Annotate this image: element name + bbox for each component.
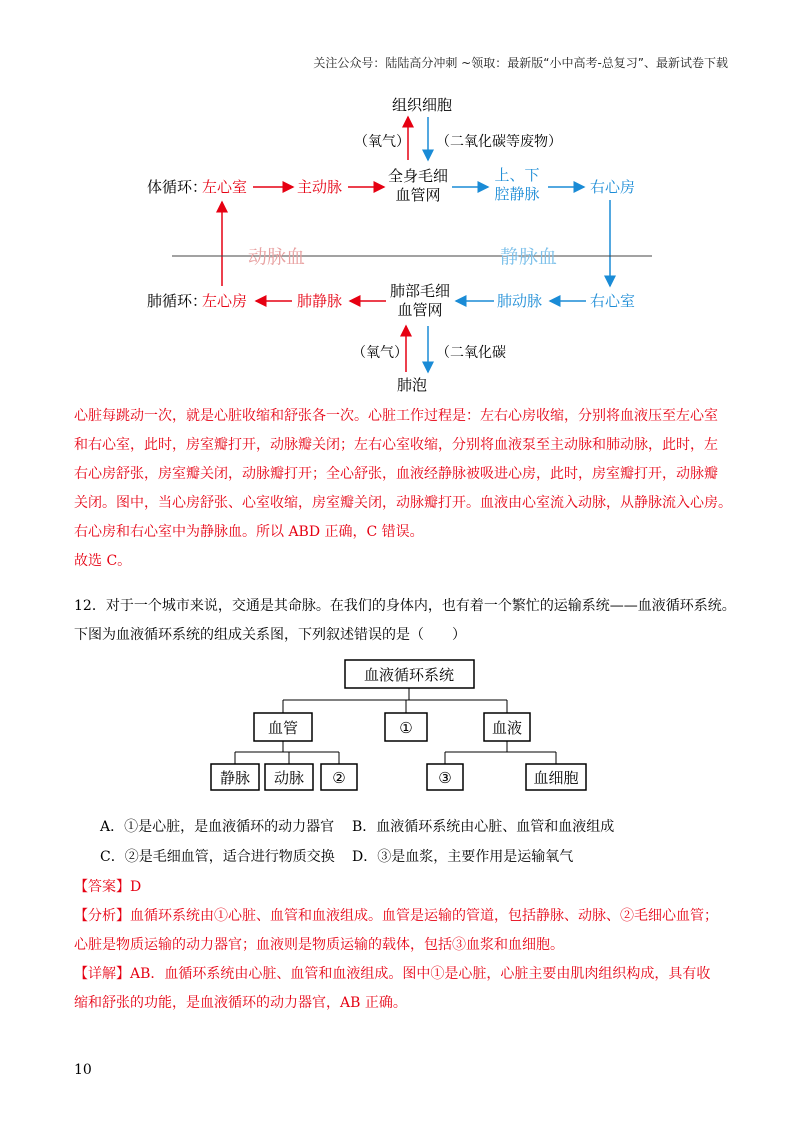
detail-line bbox=[74, 960, 742, 989]
blood-label: 血液 bbox=[491, 719, 523, 737]
circulation-diagram bbox=[0, 88, 800, 398]
oxygen-top-label: （氧气） bbox=[354, 134, 410, 150]
right-atrium-label: 右心房 bbox=[590, 178, 636, 196]
body-capillary-label-2: 血管网 bbox=[395, 186, 441, 204]
item3-label: ③ bbox=[438, 769, 452, 787]
conclusion-line: 故选 C。 bbox=[74, 553, 132, 569]
page-number: 10 bbox=[74, 1062, 92, 1078]
explanation-line: 右心房舒张，房室瓣关闭，动脉瓣打开；全心舒张，血液经静脉被吸进心房，此时，房室瓣打开，动脉瓣 bbox=[74, 466, 718, 482]
item1-label: ① bbox=[399, 719, 413, 737]
analysis-tag: 【分析】 bbox=[74, 908, 130, 924]
vessels-label: 血管 bbox=[267, 719, 299, 737]
header-note: 关注公众号：陆陆高分冲刺 ~领取：最新版“小中高考-总复习”、最新试卷下载 bbox=[313, 56, 728, 70]
answer-line bbox=[74, 873, 742, 902]
question-line: 12．对于一个城市来说，交通是其命脉。在我们的身体内，也有着一个繁忙的运输系统——血液循环系统。 bbox=[74, 598, 736, 614]
venous-blood-label: 静脉血 bbox=[500, 246, 558, 268]
answer-section bbox=[74, 873, 742, 1018]
question-12 bbox=[74, 592, 742, 650]
systemic-label: 体循环： bbox=[147, 178, 208, 196]
aorta-label: 主动脉 bbox=[297, 178, 343, 196]
left-atrium-label: 左心房 bbox=[202, 292, 248, 310]
artery-label: 动脉 bbox=[273, 769, 305, 787]
lung-capillary-label-2: 血管网 bbox=[397, 301, 443, 319]
question-line: 下图为血液循环系统的组成关系图，下列叙述错误的是（ ） bbox=[74, 627, 466, 643]
option-a[interactable]: A．①是心脏，是血液循环的动力器官 bbox=[100, 819, 335, 835]
pulmonary-label: 肺循环： bbox=[147, 292, 208, 310]
explanation-line: 心脏每跳动一次，就是心脏收缩和舒张各一次。心脏工作过程是：左右心房收缩，分别将血液压至左心室 bbox=[74, 408, 718, 424]
explanation-line: 关闭。图中，当心房舒张、心室收缩，房室瓣关闭，动脉瓣打开。血液由心室流入动脉，从静脉流入心房。 bbox=[74, 495, 732, 511]
tissue-cells-label: 组织细胞 bbox=[391, 96, 453, 114]
composition-diagram bbox=[0, 655, 800, 795]
option-d[interactable]: D．③是血浆，主要作用是运输氧气 bbox=[352, 849, 574, 865]
explanation-text bbox=[74, 402, 742, 576]
alveoli-label: 肺泡 bbox=[396, 376, 428, 394]
vena-cava-label-1: 上、下 bbox=[494, 166, 540, 184]
answer-value: D bbox=[130, 879, 142, 895]
co2-bottom-label: （二氧化碳 bbox=[436, 345, 506, 361]
body-capillary-label-1: 全身毛细 bbox=[387, 167, 449, 185]
explanation-line: 右心房和右心室中为静脉血。所以 ABD 正确，C 错误。 bbox=[74, 524, 424, 540]
co2-waste-label: （二氧化碳等废物） bbox=[436, 134, 562, 150]
detail-line: 缩和舒张的功能，是血液循环的动力器官，AB 正确。 bbox=[74, 995, 407, 1011]
arterial-blood-label: 动脉血 bbox=[248, 246, 306, 268]
option-c[interactable]: C．②是毛细血管，适合进行物质交换 bbox=[100, 849, 335, 865]
pulmonary-artery-label: 肺动脉 bbox=[497, 292, 543, 310]
item2-label: ② bbox=[332, 769, 346, 787]
left-ventricle-label: 左心室 bbox=[202, 178, 248, 196]
right-ventricle-label: 右心室 bbox=[590, 292, 636, 310]
option-b[interactable]: B．血液循环系统由心脏、血管和血液组成 bbox=[352, 819, 615, 835]
lung-capillary-label-1: 肺部毛细 bbox=[389, 282, 451, 300]
answer-tag: 【答案】 bbox=[74, 879, 130, 895]
pulmonary-vein-label: 肺静脉 bbox=[297, 292, 343, 310]
blood-cells-label: 血细胞 bbox=[533, 769, 579, 787]
detail-text: AB．血循环系统由心脏、血管和血液组成。图中①是心脏，心脏主要由肌肉组织构成，具有收 bbox=[130, 966, 711, 982]
root-label: 血液循环系统 bbox=[363, 666, 455, 684]
analysis-line: 心脏是物质运输的动力器官；血液则是物质运输的载体，包括③血浆和血细胞。 bbox=[74, 937, 564, 953]
vena-cava-label-2: 腔静脉 bbox=[494, 185, 540, 203]
vein-label: 静脉 bbox=[219, 769, 251, 787]
explanation-line: 和右心室，此时，房室瓣打开，动脉瓣关闭；左右心室收缩，分别将血液泵至主动脉和肺动脉，此时，左 bbox=[74, 437, 718, 453]
oxygen-bottom-label: （氧气） bbox=[352, 345, 408, 361]
analysis-line bbox=[74, 902, 742, 931]
analysis-text: 血循环系统由①心脏、血管和血液组成。血管是运输的管道，包括静脉、动脉、②毛细心血管； bbox=[130, 908, 718, 924]
detail-tag: 【详解】 bbox=[74, 966, 130, 982]
